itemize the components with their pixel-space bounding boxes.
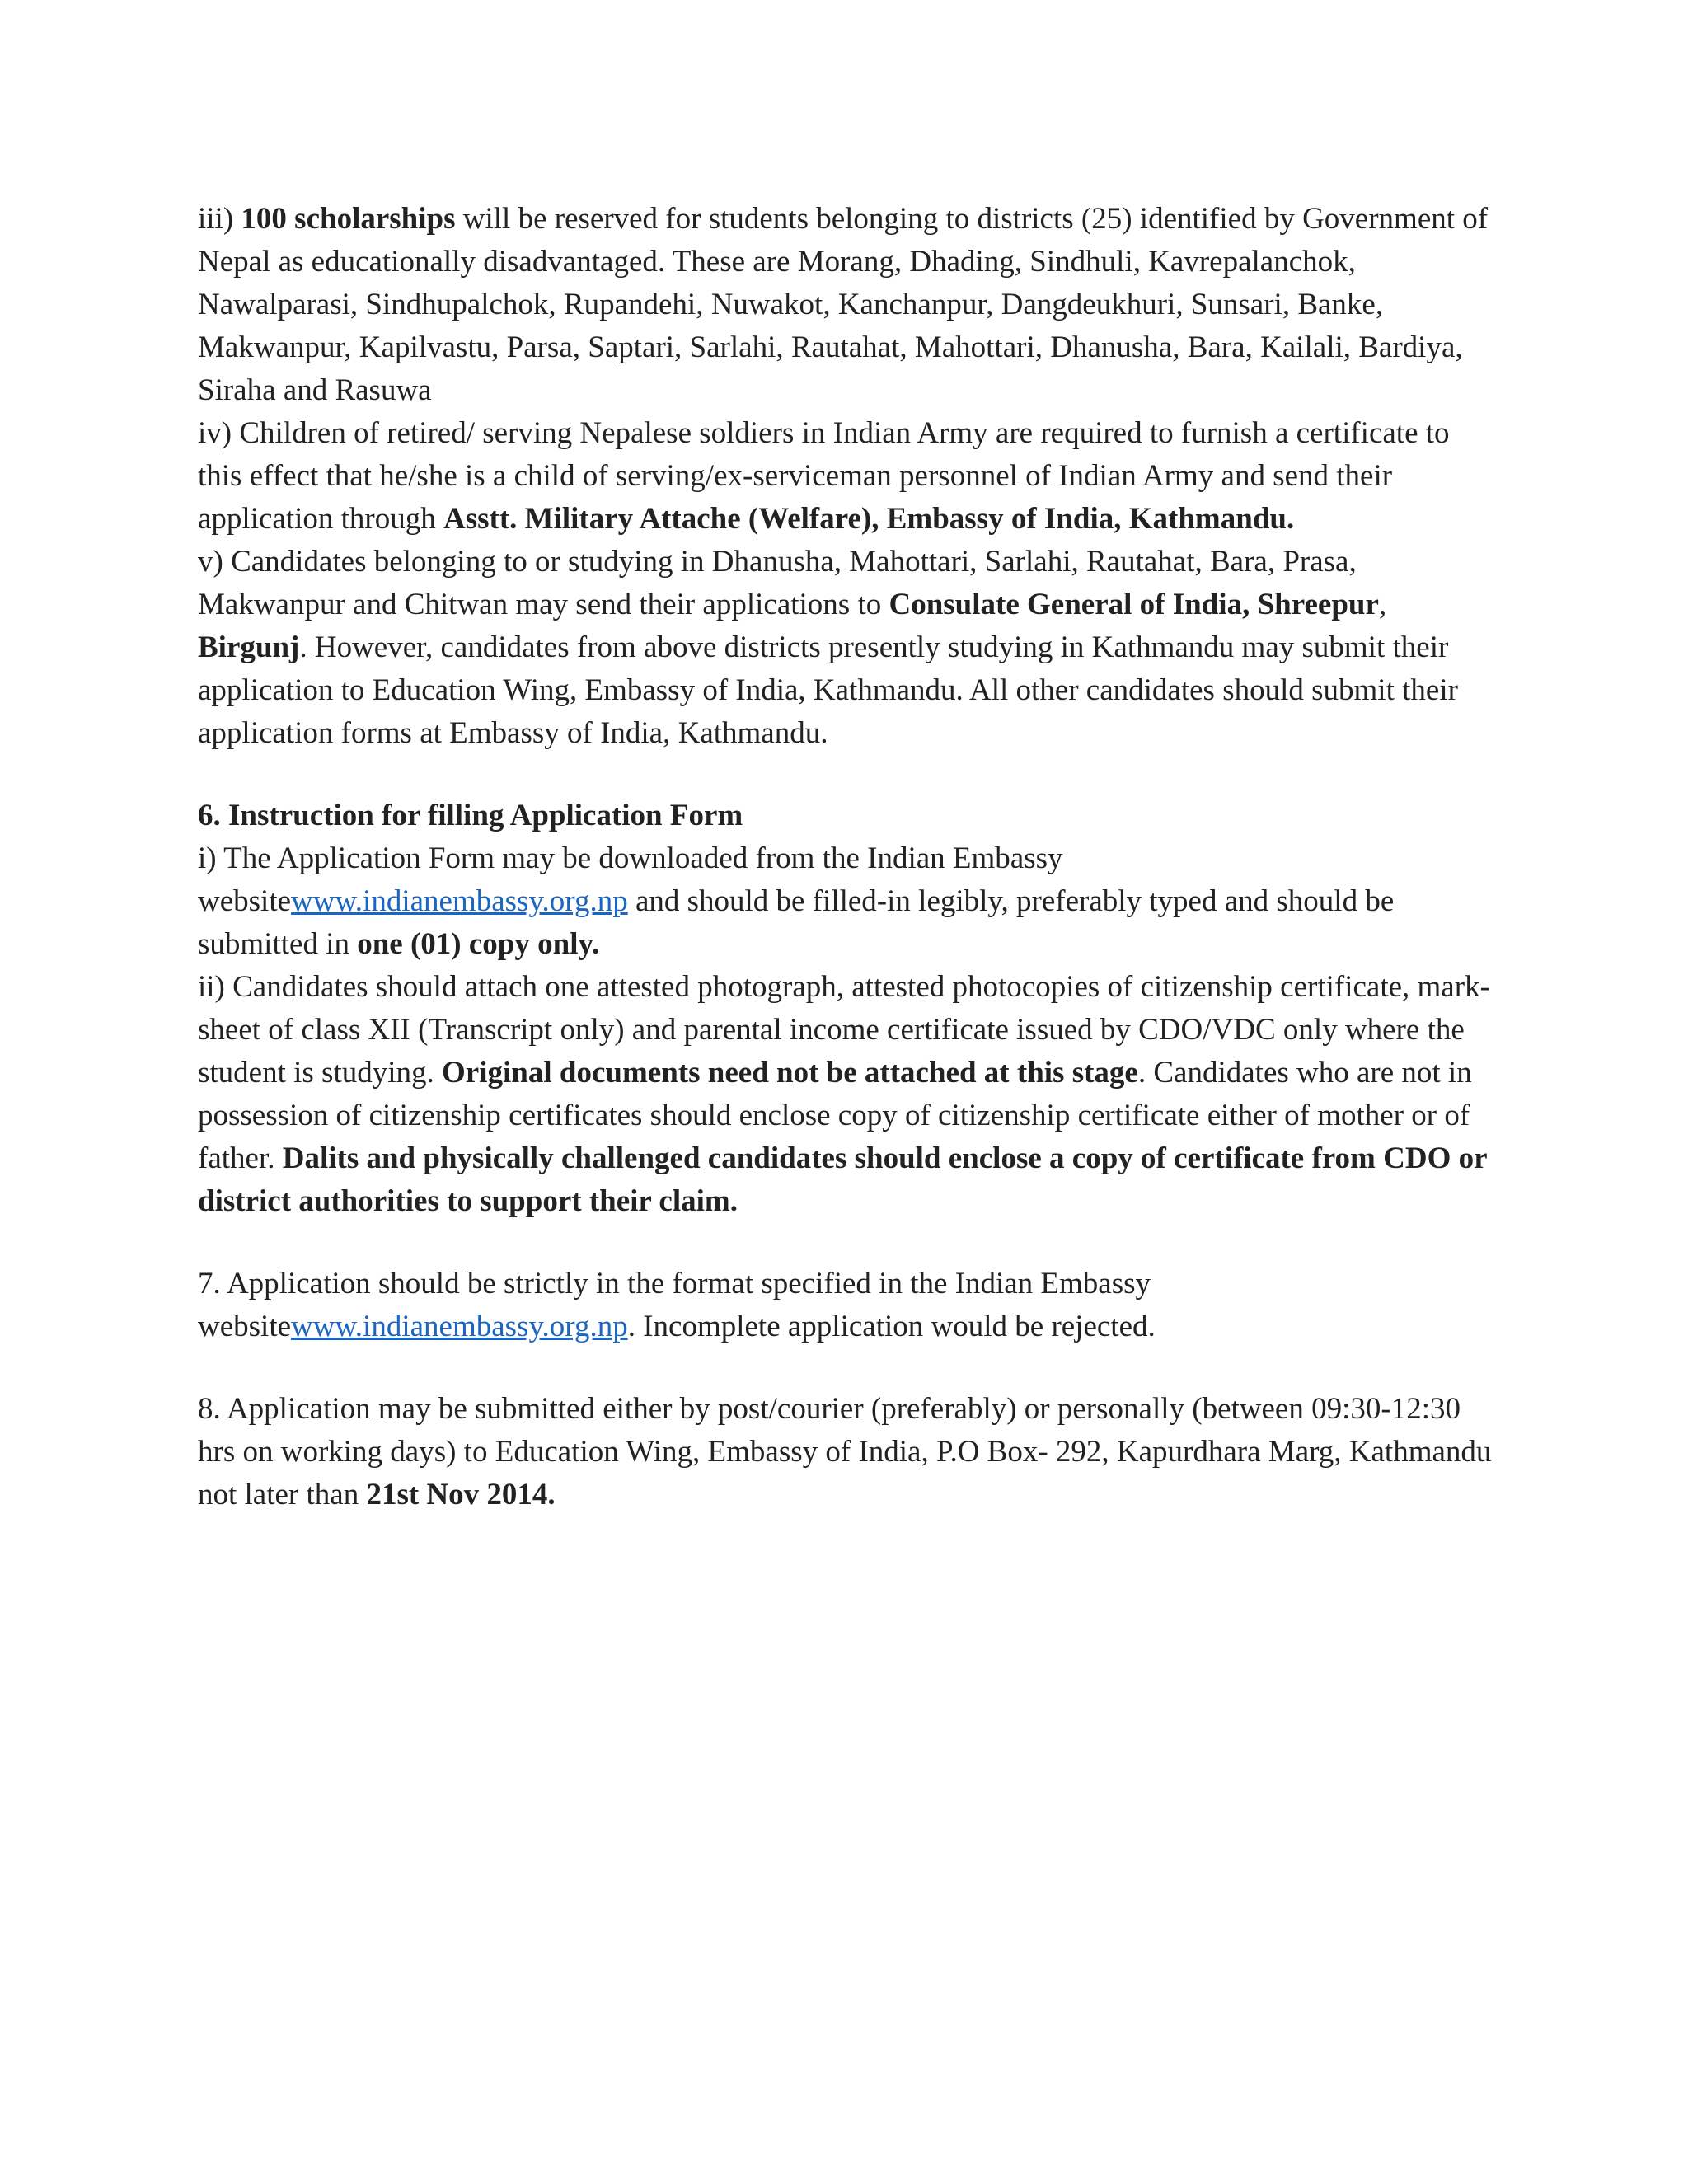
embassy-website-link[interactable]: www.indianembassy.org.np <box>291 1310 628 1343</box>
spacer <box>198 1223 1500 1263</box>
item-iv-text: iv) Children of retired/ serving Nepalese soldiers in Indian Army are required to furnish a certificate to this effect that he/she is a child of serving/ex-serviceman personnel of Indian Army and send their application through <box>198 416 1450 536</box>
section-7-text-1: 7. Application should be strictly in the format specified in the Indian Embassy website <box>198 1267 1151 1343</box>
section-6-ii-text-1: ii) Candidates should attach one attested photograph, attested photocopies of citizenship certificate, mark-sheet of class XII (Transcript only) and parental income certificate issued by CDO/VDC only where the student is studying. <box>198 970 1490 1090</box>
item-iii-bold: 100 scholarships <box>241 202 456 236</box>
item-v-text-3: . However, candidates from above districts presently studying in Kathmandu may submit their application to Education Wing, Embassy of India, Kathmandu. All other candidates should submit their application forms at Embassy of India, Kathmandu. <box>198 630 1458 750</box>
item-v-bold-2: Birgunj <box>198 630 300 664</box>
section-6-heading-text: 6. Instruction for filling Application Form <box>198 799 743 832</box>
section-6-i-bold: one (01) copy only. <box>357 927 600 961</box>
paragraph-item-iii <box>198 198 1500 412</box>
paragraph-item-v <box>198 541 1500 755</box>
paragraph-section-8 <box>198 1388 1500 1516</box>
paragraph-6-i <box>198 837 1500 966</box>
section-6-ii-bold-2: Dalits and physically challenged candidates should enclose a copy of certificate from CDO or district authorities to support their claim. <box>198 1141 1487 1218</box>
paragraph-6-ii <box>198 966 1500 1223</box>
document-page <box>198 198 1500 1516</box>
paragraph-item-iv <box>198 412 1500 541</box>
section-6-i-text-1: i) The Application Form may be downloaded from the Indian Embassy website <box>198 841 1063 918</box>
section-8-deadline: 21st Nov 2014. <box>366 1478 556 1511</box>
section-6-heading <box>198 794 1500 837</box>
item-iii-number: iii) <box>198 202 234 236</box>
spacer <box>198 1348 1500 1388</box>
item-v-bold-1: Consulate General of India, Shreepur <box>889 588 1379 621</box>
section-6-ii-bold-1: Original documents need not be attached at this stage <box>442 1056 1138 1090</box>
embassy-website-link[interactable]: www.indianembassy.org.np <box>291 884 628 918</box>
spacer <box>198 755 1500 794</box>
section-7-text-2: . Incomplete application would be rejected. <box>627 1310 1156 1343</box>
section-6-i-text-2: and should be filled-in legibly, preferably typed and should be submitted in <box>198 884 1395 961</box>
paragraph-section-7 <box>198 1263 1500 1348</box>
section-6-ii-text-2: . Candidates who are not in possession of citizenship certificates should enclose copy of citizenship certificate either of mother or of father. <box>198 1056 1472 1175</box>
item-v-text-1: v) Candidates belonging to or studying in Dhanusha, Mahottari, Sarlahi, Rautahat, Bara, Prasa, Makwanpur and Chitwan may send their applications to <box>198 545 1357 621</box>
item-iii-text: will be reserved for students belonging to districts (25) identified by Government of Nepal as educationally disadvantaged. These are Morang, Dhading, Sindhuli, Kavrepalanchok, Nawalparasi, Sindhupalchok, Rupandehi, Nuwakot, Kanchanpur, Dangdeukhuri, Sunsari, Banke, Makwanpur, Kapilvastu, Parsa, Saptari, Sarlahi, Rautahat, Mahottari, Dhanusha, Bara, Kailali, Bardiya, Siraha and Rasuwa <box>198 202 1489 407</box>
item-iv-bold: Asstt. Military Attache (Welfare), Embassy of India, Kathmandu. <box>443 502 1295 536</box>
section-8-text: 8. Application may be submitted either by post/courier (preferably) or personally (between 09:30-12:30 hrs on working days) to Education Wing, Embassy of India, P.O Box- 292, Kapurdhara Marg, Kathmandu not later than <box>198 1392 1492 1511</box>
item-v-text-2: , <box>1378 588 1387 621</box>
